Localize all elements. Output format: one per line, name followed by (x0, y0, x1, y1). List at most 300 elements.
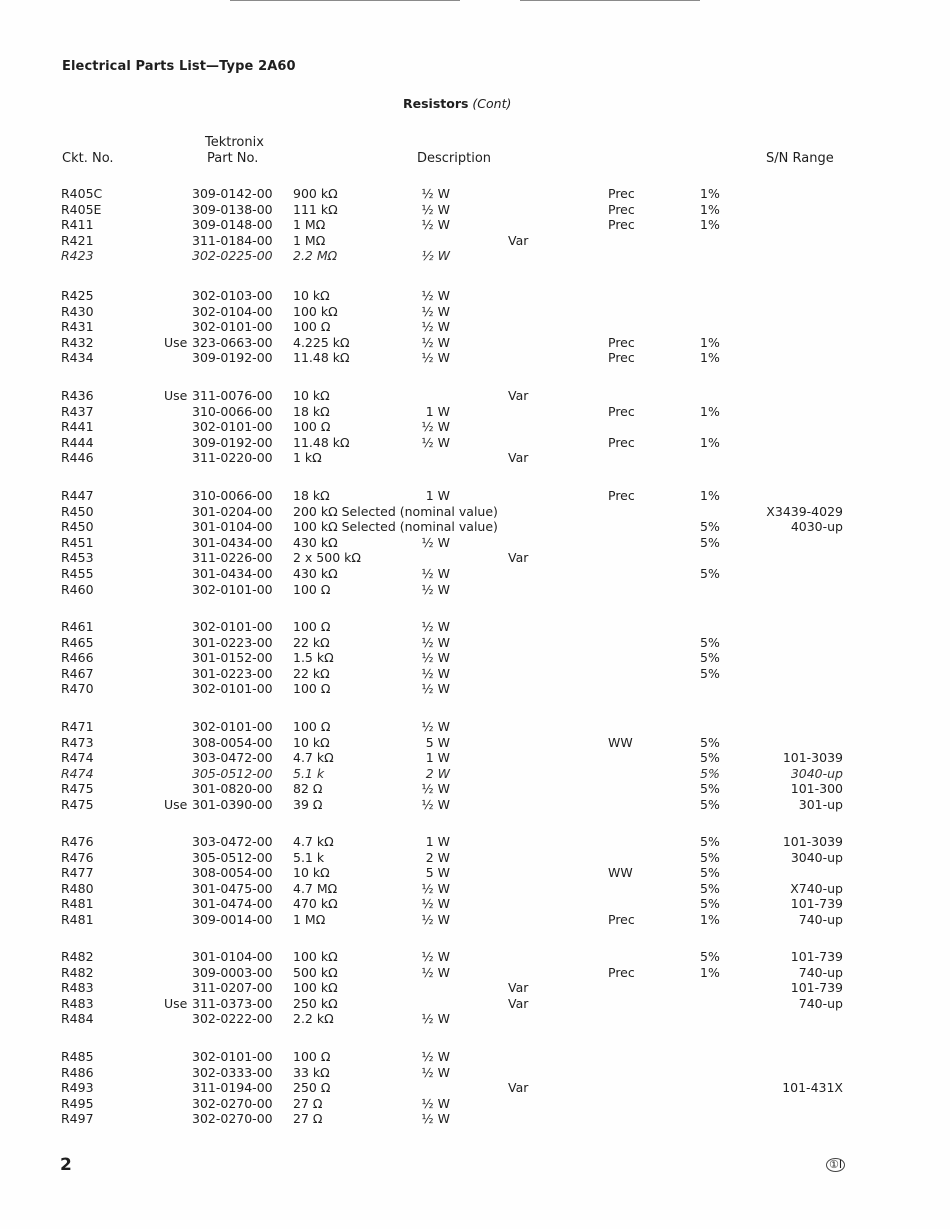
ckt-number: R477 (61, 865, 94, 881)
resistance-value: 4.7 kΩ (293, 834, 334, 849)
table-row (0, 435, 950, 451)
wattage: ½ W (421, 566, 450, 581)
tolerance: 5% (700, 566, 720, 581)
table-row (0, 550, 950, 566)
resistance-value: 1 kΩ (293, 450, 322, 466)
variable-note: Var (508, 450, 529, 466)
ckt-number: R471 (61, 719, 94, 734)
ckt-number: R476 (61, 849, 94, 865)
table-row (0, 896, 950, 912)
wattage: ½ W (421, 650, 450, 666)
part-number: 302-0270-00 (192, 1111, 273, 1127)
resistance-value: 1 MΩ (293, 217, 326, 233)
wattage: ½ W (421, 303, 450, 319)
tolerance: 5% (700, 665, 720, 681)
resistance-value: 18 kΩ (293, 403, 330, 419)
resistance-value: 82 Ω (293, 781, 323, 797)
tolerance: 5% (700, 865, 720, 881)
tolerance: 1% (700, 217, 720, 233)
wattage: ½ W (421, 949, 450, 964)
wattage: ½ W (421, 681, 450, 697)
use-note: Use (164, 797, 188, 812)
ckt-number: R481 (61, 912, 94, 927)
part-number: 302-0333-00 (192, 1064, 273, 1080)
table-row (0, 288, 950, 304)
table-row (0, 996, 950, 1012)
resistance-value: 470 kΩ (293, 896, 338, 912)
part-number: 311-0207-00 (192, 980, 273, 996)
sn-range: 740-up (798, 912, 843, 927)
resistance-value: 2 x 500 kΩ (293, 550, 361, 566)
table-row (0, 248, 950, 264)
use-note: Use (164, 995, 188, 1011)
resistor-type: WW (608, 734, 633, 750)
wattage: ½ W (421, 1111, 450, 1127)
part-number: 301-0104-00 (192, 949, 273, 964)
part-number: 301-0474-00 (192, 896, 273, 912)
ckt-number: R474 (61, 750, 94, 766)
part-number: 301-0104-00 (192, 519, 273, 535)
resistance-value: 100 Ω (293, 1049, 331, 1064)
col-header-sn-range: S/N Range (766, 151, 834, 166)
ckt-number: R431 (61, 319, 94, 335)
wattage: ½ W (421, 1011, 450, 1027)
sn-range: X740-up (790, 880, 843, 896)
resistance-value: 100 kΩ (293, 303, 338, 319)
resistance-value: 430 kΩ (293, 534, 338, 550)
ckt-number: R450 (61, 503, 94, 519)
variable-note: Var (508, 232, 529, 248)
variable-note: Var (508, 388, 529, 403)
tolerance: 1% (700, 488, 720, 503)
table-row (0, 488, 950, 504)
wattage: ½ W (421, 534, 450, 550)
resistance-value: 4.7 kΩ (293, 750, 334, 766)
table-row (0, 834, 950, 850)
resistance-value: 100 kΩ (293, 949, 338, 964)
ckt-number: R470 (61, 681, 94, 697)
ckt-number: R483 (61, 995, 94, 1011)
tolerance: 1% (700, 334, 720, 350)
tolerance: 5% (700, 650, 720, 666)
ckt-number: R474 (61, 765, 94, 781)
part-number: 302-0101-00 (192, 419, 273, 435)
part-number: 311-0373-00 (192, 995, 273, 1011)
tolerance: 5% (700, 949, 720, 964)
ckt-number: R453 (61, 550, 94, 566)
ckt-number: R447 (61, 488, 94, 503)
part-number: 301-0223-00 (192, 634, 273, 650)
table-row (0, 186, 950, 202)
part-number: 308-0054-00 (192, 734, 273, 750)
resistance-value: 11.48 kΩ (293, 350, 350, 366)
resistance-value: 1 MΩ (293, 912, 326, 927)
part-number: 308-0054-00 (192, 865, 273, 881)
part-number: 311-0220-00 (192, 450, 273, 466)
part-number: 310-0066-00 (192, 488, 273, 503)
resistance-value: 2.2 kΩ (293, 1011, 334, 1027)
wattage: ½ W (421, 581, 450, 597)
wattage: ½ W (421, 880, 450, 896)
part-number: 303-0472-00 (192, 750, 273, 766)
part-number: 302-0101-00 (192, 719, 273, 734)
resistance-value: 18 kΩ (293, 488, 330, 503)
part-number: 309-0142-00 (192, 186, 273, 201)
ckt-number: R446 (61, 450, 94, 466)
part-number: 302-0104-00 (192, 303, 273, 319)
wattage: 2 W (425, 849, 450, 865)
wattage: ½ W (421, 217, 450, 233)
table-row (0, 980, 950, 996)
wattage: ½ W (421, 781, 450, 797)
table-row (0, 666, 950, 682)
tolerance: 1% (700, 403, 720, 419)
wattage: 1 W (425, 403, 450, 419)
sn-range: 101-739 (790, 980, 843, 996)
resistance-value: 250 Ω (293, 1080, 331, 1096)
table-row (0, 750, 950, 766)
part-number: 302-0270-00 (192, 1095, 273, 1111)
sn-range: 740-up (798, 964, 843, 980)
part-number: 302-0101-00 (192, 619, 273, 634)
ckt-number: R483 (61, 980, 94, 996)
table-row (0, 404, 950, 420)
wattage: ½ W (421, 964, 450, 980)
ckt-number: R451 (61, 534, 94, 550)
ckt-number: R423 (61, 248, 94, 264)
tolerance: 1% (700, 912, 720, 927)
wattage: ½ W (421, 186, 450, 201)
tolerance: 5% (700, 634, 720, 650)
col-header-description: Description (417, 151, 492, 166)
resistance-value: 100 Ω (293, 319, 331, 335)
ckt-number: R465 (61, 634, 94, 650)
col-header-ckt-no: Ckt. No. (62, 151, 114, 166)
tolerance: 1% (700, 201, 720, 217)
wattage: ½ W (421, 350, 450, 366)
table-row (0, 319, 950, 335)
publisher-mark: ①I (826, 1158, 845, 1172)
ckt-number: R495 (61, 1095, 94, 1111)
ckt-number: R425 (61, 288, 94, 303)
resistor-type: Prec (608, 350, 635, 366)
table-row (0, 719, 950, 735)
tolerance: 5% (700, 734, 720, 750)
wattage: ½ W (421, 334, 450, 350)
ckt-number: R421 (61, 232, 94, 248)
resistance-value: 2.2 MΩ (293, 248, 338, 264)
wattage: ½ W (421, 665, 450, 681)
variable-note: Var (508, 995, 529, 1011)
wattage: ½ W (421, 797, 450, 812)
part-number: 303-0472-00 (192, 834, 273, 849)
tolerance: 5% (700, 781, 720, 797)
page-title: Electrical Parts List—Type 2A60 (62, 59, 296, 74)
wattage: 1 W (425, 834, 450, 849)
table-row (0, 450, 950, 466)
part-number: 301-0434-00 (192, 534, 273, 550)
part-number: 309-0014-00 (192, 912, 273, 927)
table-row (0, 650, 950, 666)
part-number: 302-0222-00 (192, 1011, 273, 1027)
table-row (0, 949, 950, 965)
ckt-number: R476 (61, 834, 94, 849)
resistance-value: 100 Ω (293, 681, 331, 697)
ckt-number: R444 (61, 434, 94, 450)
part-number: 301-0434-00 (192, 566, 273, 581)
wattage: 1 W (425, 750, 450, 766)
wattage: ½ W (421, 248, 450, 264)
table-row (0, 781, 950, 797)
resistance-value: 39 Ω (293, 797, 323, 812)
resistance-value: 22 kΩ (293, 665, 330, 681)
ckt-number: R430 (61, 303, 94, 319)
part-number: 311-0194-00 (192, 1080, 273, 1096)
section-title-text: Resistors (403, 96, 469, 111)
resistance-value: 430 kΩ (293, 566, 338, 581)
table-row (0, 335, 950, 351)
part-number: 301-0223-00 (192, 665, 273, 681)
resistance-value: 200 kΩ Selected (nominal value) (293, 503, 498, 519)
resistance-value: 100 Ω (293, 419, 331, 435)
table-row (0, 1111, 950, 1127)
wattage: ½ W (421, 896, 450, 912)
resistance-value: 10 kΩ (293, 288, 330, 303)
wattage: ½ W (421, 912, 450, 927)
tolerance: 1% (700, 186, 720, 201)
resistor-type: WW (608, 865, 633, 881)
table-row (0, 504, 950, 520)
ckt-number: R434 (61, 350, 94, 366)
resistance-value: 1 MΩ (293, 232, 326, 248)
table-row (0, 233, 950, 249)
tolerance: 5% (700, 849, 720, 865)
ckt-number: R475 (61, 781, 94, 797)
table-row (0, 735, 950, 751)
part-number: 310-0066-00 (192, 403, 273, 419)
wattage: ½ W (421, 419, 450, 435)
part-number: 311-0076-00 (192, 388, 273, 403)
variable-note: Var (508, 980, 529, 996)
col-header-part-no-line2: Part No. (207, 151, 259, 166)
wattage: ½ W (421, 288, 450, 303)
part-number: 311-0226-00 (192, 550, 273, 566)
part-number: 302-0101-00 (192, 581, 273, 597)
ckt-number: R482 (61, 964, 94, 980)
ckt-number: R482 (61, 949, 94, 964)
page-number: 2 (60, 1155, 72, 1175)
resistance-value: 27 Ω (293, 1095, 323, 1111)
resistor-type: Prec (608, 403, 635, 419)
sn-range: 101-300 (790, 781, 843, 797)
part-number: 301-0820-00 (192, 781, 273, 797)
table-row (0, 566, 950, 582)
tolerance: 5% (700, 896, 720, 912)
sn-range: 740-up (798, 995, 843, 1011)
resistance-value: 5.1 k (293, 765, 325, 781)
part-number: 302-0103-00 (192, 288, 273, 303)
part-number: 311-0184-00 (192, 232, 273, 248)
resistance-value: 11.48 kΩ (293, 434, 350, 450)
part-number: 309-0192-00 (192, 350, 273, 366)
sn-range: 101-3039 (782, 834, 843, 849)
resistance-value: 100 Ω (293, 581, 331, 597)
table-row (0, 519, 950, 535)
resistance-value: 33 kΩ (293, 1064, 330, 1080)
part-number: 301-0390-00 (192, 797, 273, 812)
table-row (0, 1096, 950, 1112)
resistance-value: 10 kΩ (293, 388, 330, 403)
tolerance: 5% (700, 880, 720, 896)
ckt-number: R480 (61, 880, 94, 896)
ckt-number: R460 (61, 581, 94, 597)
part-number: 302-0225-00 (192, 248, 273, 264)
wattage: 2 W (425, 765, 450, 781)
sn-range: 101-739 (790, 949, 843, 964)
wattage: ½ W (421, 1095, 450, 1111)
resistor-type: Prec (608, 186, 635, 201)
col-header-part-no-line1: Tektronix (205, 135, 264, 150)
part-number: 309-0003-00 (192, 964, 273, 980)
ckt-number: R437 (61, 403, 94, 419)
ckt-number: R450 (61, 519, 94, 535)
table-row (0, 217, 950, 233)
table-row (0, 582, 950, 598)
ckt-number: R461 (61, 619, 94, 634)
ckt-number: R466 (61, 650, 94, 666)
ckt-number: R405C (61, 186, 103, 201)
part-number: 305-0512-00 (192, 849, 273, 865)
wattage: ½ W (421, 619, 450, 634)
sn-range: 101-431X (782, 1080, 843, 1096)
sn-range: 4030-up (790, 519, 843, 535)
tolerance: 1% (700, 434, 720, 450)
resistance-value: 100 Ω (293, 719, 331, 734)
table-row (0, 965, 950, 981)
use-note: Use (164, 334, 188, 350)
table-row (0, 1049, 950, 1065)
ckt-number: R485 (61, 1049, 94, 1064)
part-number: 301-0475-00 (192, 880, 273, 896)
table-row (0, 304, 950, 320)
tolerance: 5% (700, 534, 720, 550)
resistance-value: 111 kΩ (293, 201, 338, 217)
ckt-number: R473 (61, 734, 94, 750)
table-row (0, 766, 950, 782)
resistance-value: 1.5 kΩ (293, 650, 334, 666)
sn-range: 3040-up (790, 849, 843, 865)
table-row (0, 419, 950, 435)
wattage: ½ W (421, 719, 450, 734)
variable-note: Var (508, 1080, 529, 1096)
ckt-number: R436 (61, 388, 94, 403)
sn-range: 301-up (798, 797, 843, 812)
sn-range: 3040-up (790, 765, 843, 781)
table-row (0, 388, 950, 404)
table-row (0, 1065, 950, 1081)
table-row (0, 635, 950, 651)
resistance-value: 27 Ω (293, 1111, 323, 1127)
ckt-number: R405E (61, 201, 102, 217)
part-number: 309-0148-00 (192, 217, 273, 233)
resistance-value: 100 kΩ Selected (nominal value) (293, 519, 498, 535)
resistance-value: 100 Ω (293, 619, 331, 634)
wattage: ½ W (421, 1064, 450, 1080)
wattage: 5 W (425, 865, 450, 881)
resistance-value: 10 kΩ (293, 865, 330, 881)
wattage: ½ W (421, 1049, 450, 1064)
sn-range: X3439-4029 (766, 503, 843, 519)
resistor-type: Prec (608, 334, 635, 350)
resistor-type: Prec (608, 201, 635, 217)
part-number: 305-0512-00 (192, 765, 273, 781)
sn-range: 101-3039 (782, 750, 843, 766)
resistance-value: 250 kΩ (293, 995, 338, 1011)
part-number: 302-0101-00 (192, 1049, 273, 1064)
part-number: 309-0192-00 (192, 434, 273, 450)
part-number: 302-0101-00 (192, 319, 273, 335)
resistance-value: 5.1 k (293, 849, 325, 865)
ckt-number: R441 (61, 419, 94, 435)
variable-note: Var (508, 550, 529, 566)
resistor-type: Prec (608, 488, 635, 503)
tolerance: 1% (700, 964, 720, 980)
wattage: ½ W (421, 201, 450, 217)
part-number: 301-0152-00 (192, 650, 273, 666)
ckt-number: R467 (61, 665, 94, 681)
ckt-number: R484 (61, 1011, 94, 1027)
tolerance: 5% (700, 797, 720, 812)
table-row (0, 681, 950, 697)
tolerance: 1% (700, 350, 720, 366)
ckt-number: R475 (61, 797, 94, 812)
resistor-type: Prec (608, 434, 635, 450)
ckt-number: R497 (61, 1111, 94, 1127)
ckt-number: R432 (61, 334, 94, 350)
use-note: Use (164, 388, 188, 403)
resistance-value: 500 kΩ (293, 964, 338, 980)
ckt-number: R455 (61, 566, 94, 581)
wattage: ½ W (421, 634, 450, 650)
table-row (0, 850, 950, 866)
wattage: ½ W (421, 434, 450, 450)
table-row (0, 202, 950, 218)
resistor-type: Prec (608, 217, 635, 233)
ckt-number: R411 (61, 217, 94, 233)
wattage: 1 W (425, 488, 450, 503)
table-row (0, 535, 950, 551)
resistance-value: 100 kΩ (293, 980, 338, 996)
table-row (0, 797, 950, 813)
ckt-number: R493 (61, 1080, 94, 1096)
table-row (0, 865, 950, 881)
tolerance: 5% (700, 750, 720, 766)
sn-range: 101-739 (790, 896, 843, 912)
part-number: 309-0138-00 (192, 201, 273, 217)
part-number: 302-0101-00 (192, 681, 273, 697)
tolerance: 5% (700, 519, 720, 535)
table-row (0, 1011, 950, 1027)
table-row (0, 619, 950, 635)
tolerance: 5% (700, 834, 720, 849)
resistance-value: 4.7 MΩ (293, 880, 338, 896)
section-title-suffix: (Cont) (472, 96, 512, 111)
wattage: ½ W (421, 319, 450, 335)
ckt-number: R481 (61, 896, 94, 912)
resistor-type: Prec (608, 912, 635, 927)
table-row (0, 1080, 950, 1096)
table-row (0, 350, 950, 366)
